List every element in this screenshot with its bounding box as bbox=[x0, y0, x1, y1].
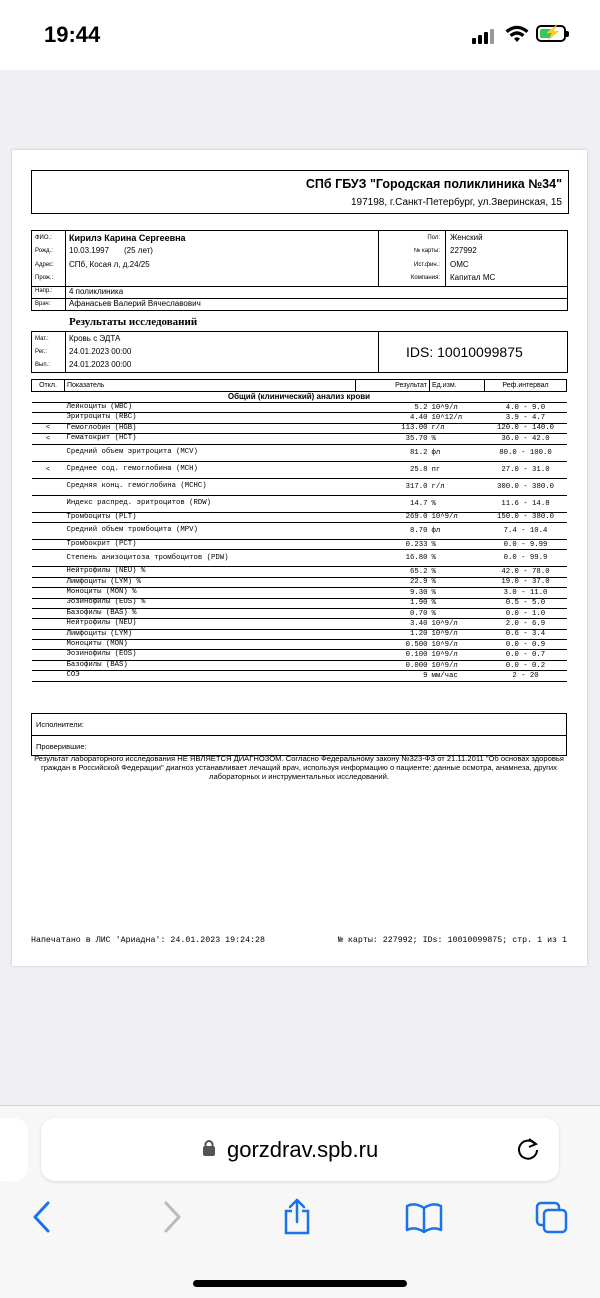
wifi-icon bbox=[505, 24, 529, 44]
table-header bbox=[32, 380, 567, 392]
row-result: 0.000 bbox=[356, 660, 430, 670]
row-name: Базофилы (BAS) bbox=[65, 660, 356, 670]
row-unit: фл bbox=[430, 444, 485, 461]
lock-icon bbox=[202, 1138, 216, 1158]
row-unit: % bbox=[430, 567, 485, 577]
row-result: 317.0 bbox=[356, 478, 430, 495]
row-ref: 3.9 - 4.7 bbox=[485, 413, 567, 423]
row-result: 35.70 bbox=[356, 434, 430, 444]
row-result: 0.70 bbox=[356, 608, 430, 618]
row-name: Гемоглобин (HGB) bbox=[65, 423, 356, 433]
row-unit: % bbox=[430, 550, 485, 567]
row-name: Нейтрофилы (NEU) bbox=[65, 619, 356, 629]
cellular-signal-icon bbox=[472, 28, 494, 44]
table-row bbox=[32, 423, 567, 433]
row-unit: 10^9/л bbox=[430, 640, 485, 650]
birth-date: 10.03.1997 bbox=[69, 246, 110, 255]
reg-label: Рег.: bbox=[35, 349, 47, 355]
row-flag bbox=[32, 608, 65, 618]
row-flag bbox=[32, 619, 65, 629]
table-row bbox=[32, 577, 567, 587]
row-unit: % bbox=[430, 539, 485, 549]
row-flag bbox=[32, 671, 65, 681]
vyp-label: Вып.: bbox=[35, 362, 50, 368]
section-title: Общий (клинический) анализ крови bbox=[32, 392, 567, 403]
table-row bbox=[32, 608, 567, 618]
row-name: Эозинофилы (EOS) bbox=[65, 650, 356, 660]
executors-label: Исполнители: bbox=[36, 720, 84, 729]
row-result: 14.7 bbox=[356, 495, 430, 512]
home-indicator bbox=[193, 1280, 407, 1287]
row-unit: 10^9/л bbox=[430, 660, 485, 670]
row-name: Индекс распред. эритроцитов (RDW) bbox=[65, 495, 356, 512]
table-row bbox=[32, 403, 567, 413]
row-name: Средний объем тромбоцита (MPV) bbox=[65, 522, 356, 539]
previous-tab-preview[interactable] bbox=[0, 1118, 28, 1181]
completed-date: 24.01.2023 00:00 bbox=[69, 360, 132, 369]
material-label: Мат.: bbox=[35, 336, 49, 342]
row-flag bbox=[32, 577, 65, 587]
row-ref: 150.0 - 380.0 bbox=[485, 512, 567, 522]
row-unit: % bbox=[430, 577, 485, 587]
row-name: Средняя конц. гемоглобина (MCHC) bbox=[65, 478, 356, 495]
row-name: Эозинофилы (EOS) % bbox=[65, 598, 356, 608]
row-unit: г/л bbox=[430, 478, 485, 495]
row-flag bbox=[32, 588, 65, 598]
back-icon[interactable] bbox=[30, 1200, 54, 1234]
doctor-label: Врач: bbox=[35, 301, 51, 307]
row-name: СОЭ bbox=[65, 671, 356, 681]
row-unit: 10^9/л bbox=[430, 650, 485, 660]
table-row bbox=[32, 461, 567, 478]
address-bar[interactable] bbox=[41, 1118, 559, 1181]
card-number: 227992 bbox=[450, 246, 477, 255]
row-unit: % bbox=[430, 434, 485, 444]
clinic-address: 197198, г.Санкт-Петербург, ул.Зверинская, 15 bbox=[350, 197, 562, 208]
row-flag bbox=[32, 660, 65, 670]
row-name: Базофилы (BAS) % bbox=[65, 608, 356, 618]
row-result: 22.9 bbox=[356, 577, 430, 587]
print-footer bbox=[31, 936, 567, 945]
row-flag bbox=[32, 539, 65, 549]
row-result: 0.100 bbox=[356, 650, 430, 660]
row-ref: 7.4 - 10.4 bbox=[485, 522, 567, 539]
table-row bbox=[32, 413, 567, 423]
table-row bbox=[32, 495, 567, 512]
row-ref: 19.0 - 37.0 bbox=[485, 577, 567, 587]
results-table bbox=[31, 379, 567, 682]
status-bar bbox=[0, 0, 600, 70]
row-flag bbox=[32, 550, 65, 567]
reload-icon[interactable] bbox=[515, 1136, 541, 1162]
table-row bbox=[32, 512, 567, 522]
row-result: 65.2 bbox=[356, 567, 430, 577]
row-flag bbox=[32, 629, 65, 639]
row-result: 9 bbox=[356, 671, 430, 681]
row-ref: 0.5 - 5.0 bbox=[485, 598, 567, 608]
row-name: Лимфоциты (LYM) % bbox=[65, 577, 356, 587]
checkers-label: Проверившие: bbox=[36, 742, 87, 751]
row-name: Моноциты (MON) bbox=[65, 640, 356, 650]
row-ref: 0.0 - 0.9 bbox=[485, 640, 567, 650]
row-unit: % bbox=[430, 608, 485, 618]
referral: 4 поликлиника bbox=[69, 287, 124, 296]
row-flag bbox=[32, 413, 65, 423]
row-flag bbox=[32, 478, 65, 495]
row-ref: 42.0 - 78.0 bbox=[485, 567, 567, 577]
table-row bbox=[32, 567, 567, 577]
row-ref: 4.0 - 9.0 bbox=[485, 403, 567, 413]
row-name: Лейкоциты (WBC) bbox=[65, 403, 356, 413]
insurance-company: Капитал МС bbox=[450, 273, 496, 282]
row-result: 3.40 bbox=[356, 619, 430, 629]
table-row bbox=[32, 671, 567, 681]
row-name: Степень анизоцитоза тромбоцитов (PDW) bbox=[65, 550, 356, 567]
row-ref: 300.0 - 380.0 bbox=[485, 478, 567, 495]
row-flag bbox=[32, 522, 65, 539]
row-name: Средний объем эритроцита (MCV) bbox=[65, 444, 356, 461]
row-flag bbox=[32, 640, 65, 650]
row-result: 16.80 bbox=[356, 550, 430, 567]
tabs-icon[interactable] bbox=[534, 1200, 570, 1236]
table-row bbox=[32, 588, 567, 598]
row-ref: 3.0 - 11.0 bbox=[485, 588, 567, 598]
row-result: 269.0 bbox=[356, 512, 430, 522]
row-ref: 0.0 - 99.9 bbox=[485, 550, 567, 567]
table-row bbox=[32, 640, 567, 650]
row-name: Тромбоциты (PLT) bbox=[65, 512, 356, 522]
patient-age: (25 лет) bbox=[124, 246, 153, 255]
table-row bbox=[32, 619, 567, 629]
results-title: Результаты исследований bbox=[69, 316, 198, 328]
table-row bbox=[32, 598, 567, 608]
row-unit: % bbox=[430, 495, 485, 512]
row-flag: < bbox=[32, 423, 65, 433]
birth-label: Рожд.: bbox=[35, 248, 53, 254]
row-flag bbox=[32, 512, 65, 522]
row-result: 4.40 bbox=[356, 413, 430, 423]
row-result: 9.30 bbox=[356, 588, 430, 598]
material: Кровь с ЭДТА bbox=[69, 334, 121, 343]
disclaimer-text: Результат лабораторного исследования НЕ ЯВЛЯЕТСЯ ДИАГНОЗОМ. Согласно Федеральному закону №323-ФЗ от 21.11.2011 "Об основах здоровья граждан в Российской Федерации" диагноз устанавливает лечащий врач, используя информацию о пациенте: данные осмотра, анамнеза, других лабораторных и инструментальных исследований. bbox=[34, 754, 564, 781]
col-ref: Реф.интервал bbox=[485, 380, 567, 392]
finance-source: ОМС bbox=[450, 260, 469, 269]
row-ref: 2.0 - 6.9 bbox=[485, 619, 567, 629]
card-label: № карты: bbox=[413, 248, 440, 254]
url-text[interactable]: gorzdrav.spb.ru bbox=[227, 1137, 379, 1162]
forward-icon[interactable] bbox=[160, 1200, 184, 1234]
table-row bbox=[32, 650, 567, 660]
row-result: 8.70 bbox=[356, 522, 430, 539]
col-result: Результат bbox=[356, 380, 430, 392]
ids-number: IDS: 10010099875 bbox=[406, 344, 523, 360]
row-name: Нейтрофилы (NEU) % bbox=[65, 567, 356, 577]
doctor-name: Афанасьев Валерий Вячеславович bbox=[69, 299, 201, 308]
row-unit: % bbox=[430, 588, 485, 598]
table-row bbox=[32, 629, 567, 639]
patient-sex: Женский bbox=[450, 233, 483, 242]
row-name: Моноциты (MON) % bbox=[65, 588, 356, 598]
address-label: Адрес: bbox=[35, 262, 54, 268]
row-ref: 0.0 - 1.0 bbox=[485, 608, 567, 618]
row-result: 1.20 bbox=[356, 629, 430, 639]
row-result: 25.8 bbox=[356, 461, 430, 478]
status-time: 19:44 bbox=[44, 22, 101, 47]
registered-date: 24.01.2023 00:00 bbox=[69, 347, 132, 356]
row-result: 81.2 bbox=[356, 444, 430, 461]
row-result: 1.90 bbox=[356, 598, 430, 608]
row-flag bbox=[32, 495, 65, 512]
row-ref: 11.6 - 14.8 bbox=[485, 495, 567, 512]
company-label: Компания: bbox=[410, 275, 440, 281]
row-flag bbox=[32, 598, 65, 608]
row-unit: мм/час bbox=[430, 671, 485, 681]
patient-address: СПб, Косая л, д.24/25 bbox=[69, 260, 150, 269]
table-row bbox=[32, 478, 567, 495]
row-ref: 120.0 - 140.0 bbox=[485, 423, 567, 433]
fin-label: Ист.фин.: bbox=[414, 262, 440, 268]
col-unit: Ед.изм. bbox=[430, 380, 485, 392]
row-ref: 0.6 - 3.4 bbox=[485, 629, 567, 639]
row-result: 0.233 bbox=[356, 539, 430, 549]
row-result: 0.500 bbox=[356, 640, 430, 650]
page-info: № карты: 227992; IDs: 10010099875; стр. 1 из 1 bbox=[337, 936, 567, 945]
table-row bbox=[32, 444, 567, 461]
table-row bbox=[32, 539, 567, 549]
patient-info-box bbox=[31, 230, 568, 311]
napr-label: Напр.: bbox=[35, 288, 53, 294]
row-ref: 0.0 - 0.2 bbox=[485, 660, 567, 670]
row-flag bbox=[32, 403, 65, 413]
row-unit: 10^9/л bbox=[430, 403, 485, 413]
row-unit: 10^12/л bbox=[430, 413, 485, 423]
row-name: Гематокрит (HCT) bbox=[65, 434, 356, 444]
battery-icon: ⚡ bbox=[536, 25, 566, 42]
fio-label: ФИО.: bbox=[35, 235, 52, 241]
row-ref: 2 - 20 bbox=[485, 671, 567, 681]
clinic-name: СПб ГБУЗ "Городская поликлиника №34" bbox=[305, 177, 562, 191]
row-name: Лимфоциты (LYM) bbox=[65, 629, 356, 639]
table-row bbox=[32, 522, 567, 539]
row-unit: пг bbox=[430, 461, 485, 478]
prozh-label: Прож.: bbox=[35, 275, 54, 281]
row-unit: 10^9/л bbox=[430, 619, 485, 629]
patient-name: Кирилэ Карина Сергеевна bbox=[69, 233, 186, 243]
row-ref: 36.0 - 42.0 bbox=[485, 434, 567, 444]
lab-report-document bbox=[12, 150, 587, 966]
row-ref: 80.0 - 100.0 bbox=[485, 444, 567, 461]
row-unit: г/л bbox=[430, 423, 485, 433]
row-flag: < bbox=[32, 434, 65, 444]
sex-label: Пол: bbox=[427, 235, 440, 241]
row-result: 113.00 bbox=[356, 423, 430, 433]
signatures-box bbox=[31, 713, 567, 756]
row-flag bbox=[32, 444, 65, 461]
row-unit: фл bbox=[430, 522, 485, 539]
col-name: Показатель bbox=[65, 380, 356, 392]
row-name: Тромбокрит (PCT) bbox=[65, 539, 356, 549]
table-row bbox=[32, 434, 567, 444]
bookmarks-icon[interactable] bbox=[405, 1202, 443, 1234]
row-ref: 27.0 - 31.0 bbox=[485, 461, 567, 478]
row-flag bbox=[32, 567, 65, 577]
row-flag bbox=[32, 650, 65, 660]
table-row bbox=[32, 660, 567, 670]
row-name: Среднее сод. гемоглобина (MCH) bbox=[65, 461, 356, 478]
row-ref: 0.0 - 9.99 bbox=[485, 539, 567, 549]
share-icon[interactable] bbox=[282, 1198, 312, 1236]
row-unit: 10^9/л bbox=[430, 629, 485, 639]
table-row bbox=[32, 550, 567, 567]
row-unit: % bbox=[430, 598, 485, 608]
section-row bbox=[32, 392, 567, 403]
row-result: 5.2 bbox=[356, 403, 430, 413]
row-ref: 0.0 - 0.7 bbox=[485, 650, 567, 660]
row-flag: < bbox=[32, 461, 65, 478]
clinic-header bbox=[31, 170, 569, 214]
printed-info: Напечатано в ЛИС 'Ариадна': 24.01.2023 19:24:28 bbox=[31, 936, 266, 945]
browser-toolbar bbox=[0, 1105, 600, 1298]
row-unit: 10^9/л bbox=[430, 512, 485, 522]
row-name: Эритроциты (RBC) bbox=[65, 413, 356, 423]
col-flag: Откл. bbox=[32, 380, 65, 392]
